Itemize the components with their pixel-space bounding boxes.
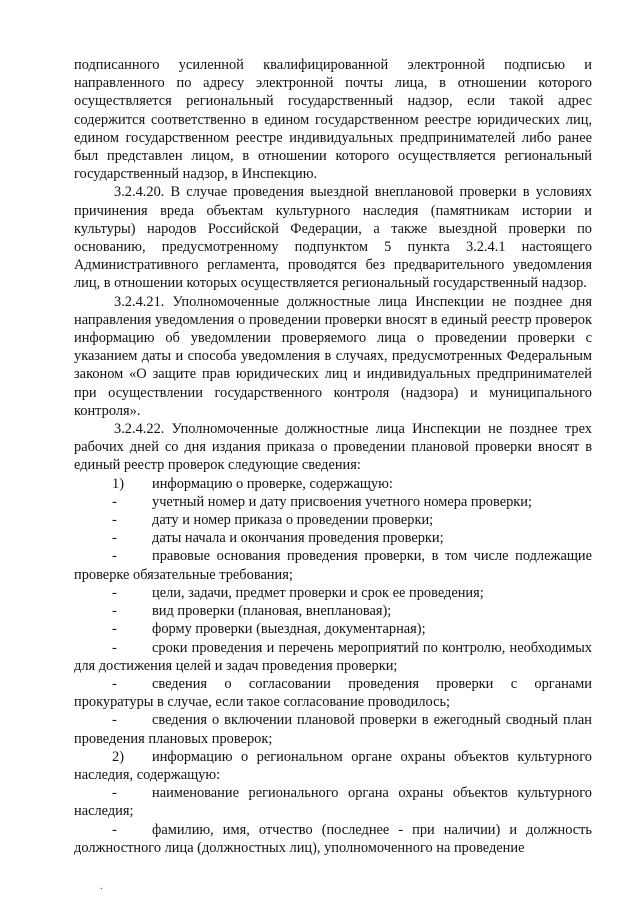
sub-item-terms (74, 639, 592, 675)
sub-item-text: вид проверки (плановая, внеплановая); (152, 603, 392, 620)
sub-item-text: наименование регионального органа охраны объектов культурного наследия; (74, 785, 592, 820)
document-body (74, 56, 592, 857)
sub-item-authority-name (74, 784, 592, 820)
list-number: 2) (112, 748, 124, 765)
sub-item-dates (74, 529, 592, 547)
sub-item-registration-number (74, 493, 592, 511)
sub-item-text: правовые основания проведения проверки, в том числе подлежащие проверке обязательные требования; (74, 548, 592, 583)
dash-marker: - (112, 530, 117, 547)
dash-marker: - (112, 621, 117, 638)
intro-paragraph: подписанного усиленной квалифицированной электронной подписью и направленного по адресу электронной почты лица, в отношении которого осуществляется региональный государственный надзор, если такой адрес содержится соответственно в едином государственном реестре юридических лиц, едином государственном реестре индивидуальных предпринимателей либо ранее был представлен лицом, в отношении которого осуществляется региональный государственный надзор, в Инспекцию. (74, 57, 592, 183)
sub-item-text: сведения о включении плановой проверки в ежегодный сводный план проведения плановых проверок; (74, 712, 592, 747)
sub-item-text: дату и номер приказа о проведении проверки; (152, 512, 434, 529)
sub-item-annual-plan (74, 711, 592, 747)
sub-item-text: цели, задачи, предмет проверки и срок ее проведения; (152, 584, 484, 601)
paragraph-3-2-4-21: 3.2.4.21. Уполномоченные должностные лица Инспекции не позднее дня направления уведомления о проведении проверки вносят в единый реестр проверок информацию об уведомлении проверяемого лица о проведении проверки с указанием даты и способа уведомления в случаях, предусмотренных Федеральным законом «О защите прав юридических лиц и индивидуальных предпринимателей при осуществлении государственного контроля (надзора) и муниципального контроля». (74, 293, 592, 419)
dash-marker: - (112, 785, 117, 802)
sub-item-order-date (74, 511, 592, 529)
dash-marker: - (112, 548, 117, 565)
scan-mark: . (100, 880, 103, 892)
sub-item-prosecutor-approval (74, 675, 592, 711)
sub-item-type (74, 602, 592, 620)
dash-marker: - (112, 584, 117, 601)
sub-item-text: сроки проведения и перечень мероприятий по контролю, необходимых для достижения целей и задач проведения проверки; (74, 639, 592, 674)
list-number: 1) (112, 475, 124, 492)
sub-item-text: сведения о согласовании проведения проверки с органами прокуратуры в случае, если такое согласование проводилось; (74, 675, 592, 711)
list-item-text: информацию о региональном органе охраны объектов культурного наследия, содержащую: (74, 748, 592, 783)
sub-item-text: даты начала и окончания проведения проверки; (152, 530, 444, 547)
dash-marker: - (112, 712, 117, 729)
sub-item-text: форму проверки (выездная, документарная); (152, 621, 426, 638)
list-item-1 (74, 475, 592, 493)
dash-marker: - (112, 603, 117, 620)
sub-item-official-name (74, 821, 592, 857)
list-item-2 (74, 748, 592, 784)
dash-marker: - (112, 821, 117, 838)
dash-marker: - (112, 493, 117, 510)
paragraph-3-2-4-22: 3.2.4.22. Уполномоченные должностные лица Инспекции не позднее трех рабочих дней со дня издания приказа о проведении плановой проверки вносят в единый реестр проверок следующие сведения: (74, 421, 592, 474)
list-item-text: информацию о проверке, содержащую: (152, 475, 393, 492)
sub-item-legal-grounds (74, 547, 592, 583)
sub-item-form (74, 620, 592, 638)
dash-marker: - (112, 639, 117, 656)
dash-marker: - (112, 675, 117, 692)
sub-item-text: фамилию, имя, отчество (последнее - при наличии) и должность должностного лица (должностных лиц), уполномоченного на проведение (74, 821, 592, 856)
sub-item-goals (74, 584, 592, 602)
paragraph-3-2-4-20: 3.2.4.20. В случае проведения выездной внеплановой проверки в условиях причинения вреда объектам культурного наследия (памятникам истории и культуры) народов Российской Федерации, а также выездной проверки по основанию, предусмотренному подпунктом 5 пункта 3.2.4.1 настоящего Административного регламента, проводятся без предварительного уведомления лиц, в отношении которых осуществляется региональный государственный надзор. (74, 184, 592, 292)
sub-item-text: учетный номер и дату присвоения учетного номера проверки; (152, 493, 532, 510)
dash-marker: - (112, 512, 117, 529)
